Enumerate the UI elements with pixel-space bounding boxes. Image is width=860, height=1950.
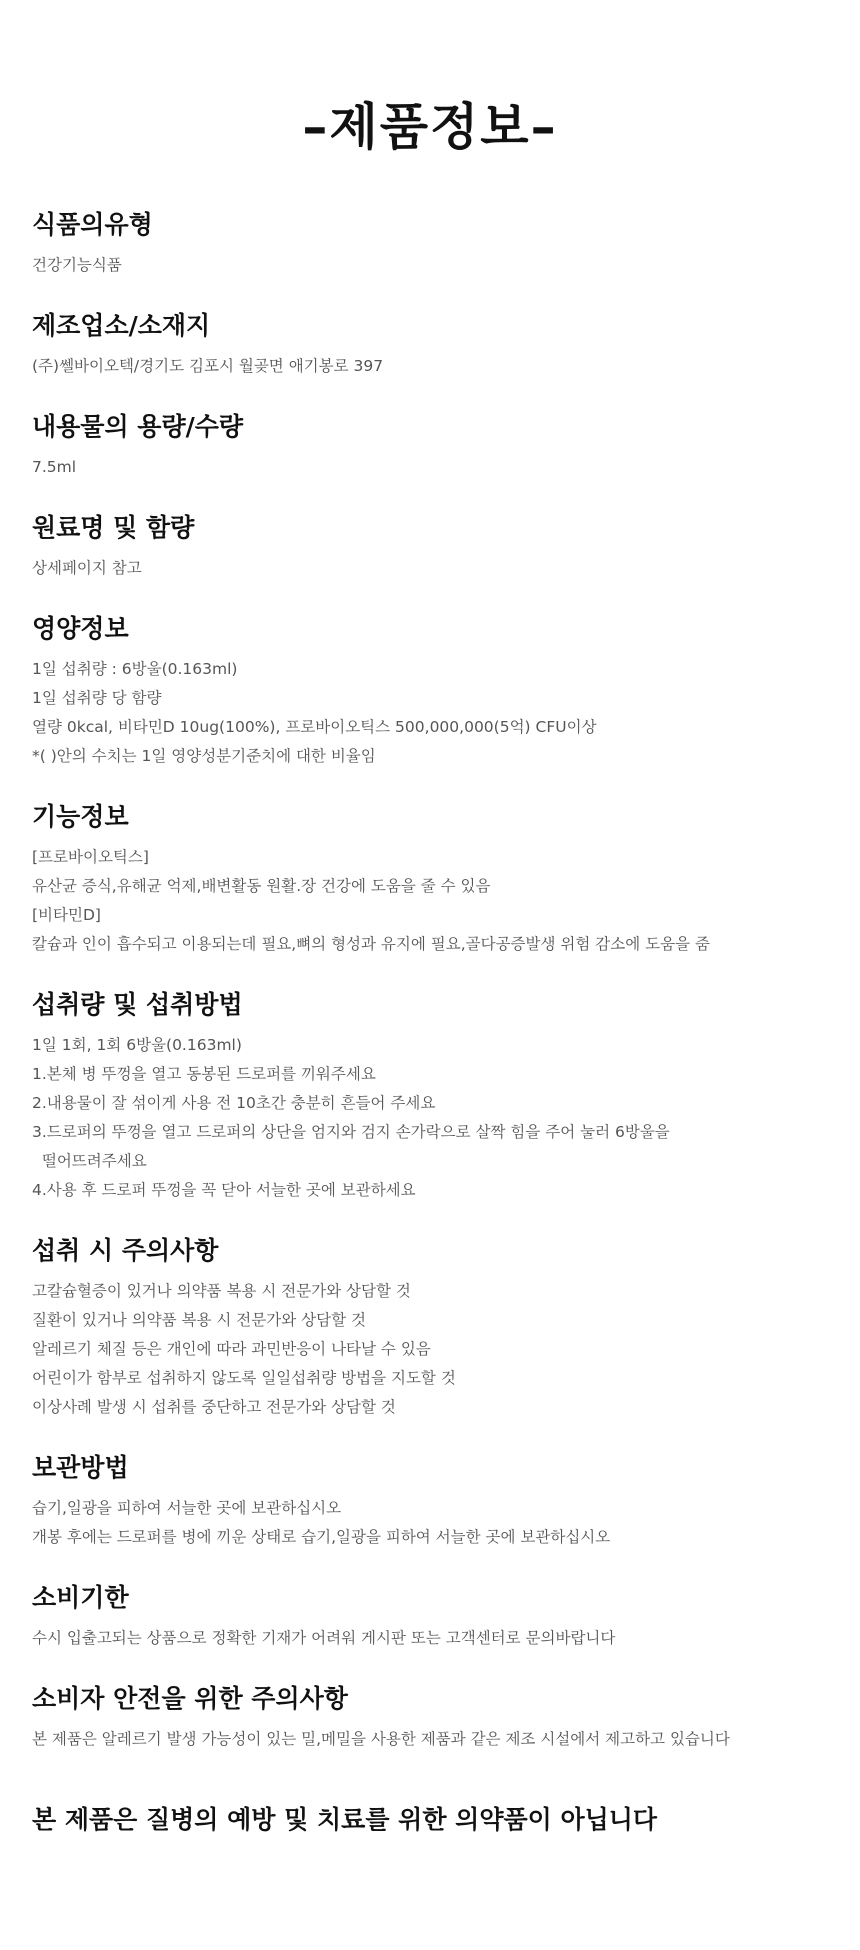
section-body [32,1725,842,1754]
section-line: 본 제품은 알레르기 발생 가능성이 있는 밀,메밀을 사용한 제품과 같은 제조 시설에서 제고하고 있습니다 [32,1730,730,1748]
section-heading: 제조업소/소재지 [32,311,211,340]
section-precautions [32,1234,842,1422]
section-line: 이상사례 발생 시 섭취를 중단하고 전문가와 상담할 것 [32,1398,396,1416]
section-heading: 내용물의 용량/수량 [32,412,244,441]
section-line: 열량 0kcal, 비타민D 10ug(100%), 프로바이오틱스 500,000,000(5억) CFU이상 [32,718,597,736]
section-nutrition [32,612,842,771]
section-body [32,453,842,482]
section-body [32,843,842,959]
section-line: 칼슘과 인이 흡수되고 이용되는데 필요,뼈의 형성과 유지에 필요,골다공증발생 위험 감소에 도움을 줌 [32,935,710,953]
section-body [32,655,842,771]
section-body [32,1031,842,1205]
section-line: 떨어뜨려주세요 [32,1152,147,1170]
section-storage [32,1451,842,1552]
section-volume [32,410,842,482]
section-heading: 섭취 시 주의사항 [32,1236,219,1265]
section-line: 수시 입출고되는 상품으로 정확한 기재가 어려워 게시판 또는 고객센터로 문의바랍니다 [32,1629,616,1647]
section-body [32,554,842,583]
section-heading: 섭취량 및 섭취방법 [32,990,243,1019]
section-line: 고칼슘혈증이 있거나 의약품 복용 시 전문가와 상담할 것 [32,1282,411,1300]
section-body [32,251,842,280]
section-dosage [32,988,842,1205]
section-line: 유산균 증식,유해균 억제,배변활동 원활.장 건강에 도움을 줄 수 있음 [32,877,491,895]
section-consumer-safety [32,1682,842,1754]
section-expiry [32,1581,842,1653]
section-line: [비타민D] [32,906,101,924]
section-line: *( )안의 수치는 1일 영양성분기준치에 대한 비율임 [32,747,376,765]
section-food-type [32,208,842,280]
section-line: 1.본체 병 뚜껑을 열고 동봉된 드로퍼를 끼워주세요 [32,1065,376,1083]
section-line: 질환이 있거나 의약품 복용 시 전문가와 상담할 것 [32,1311,366,1329]
info-sections [32,208,842,1754]
section-line: 2.내용물이 잘 섞이게 사용 전 10초간 충분히 흔들어 주세요 [32,1094,436,1112]
page-title: –제품정보– [302,98,558,156]
section-manufacturer [32,309,842,381]
final-notice: 본 제품은 질병의 예방 및 치료를 위한 의약품이 아닙니다 [32,1805,658,1834]
section-heading: 소비기한 [32,1583,129,1612]
section-line: 습기,일광을 피하여 서늘한 곳에 보관하십시오 [32,1499,342,1517]
section-body [32,1624,842,1653]
section-line: 건강기능식품 [32,256,122,274]
section-line: 어린이가 함부로 섭취하지 않도록 일일섭취량 방법을 지도할 것 [32,1369,456,1387]
section-line: 3.드로퍼의 뚜껑을 열고 드로퍼의 상단을 엄지와 검지 손가락으로 살짝 힘을 주어 눌러 6방울을 [32,1123,670,1141]
section-line: 4.사용 후 드로퍼 뚜껑을 꼭 닫아 서늘한 곳에 보관하세요 [32,1181,416,1199]
section-line: 1일 1회, 1회 6방울(0.163ml) [32,1036,242,1054]
section-line: 알레르기 체질 등은 개인에 따라 과민반응이 나타날 수 있음 [32,1340,431,1358]
section-line: [프로바이오틱스] [32,848,149,866]
section-heading: 영양정보 [32,614,129,643]
section-line: (주)쎌바이오텍/경기도 김포시 월곶면 애기봉로 397 [32,357,384,375]
section-line: 7.5ml [32,458,77,476]
section-heading: 식품의유형 [32,210,153,239]
section-body [32,1277,842,1422]
section-function [32,800,842,959]
section-line: 상세페이지 참고 [32,559,142,577]
section-body [32,352,842,381]
section-line: 1일 섭취량 : 6방울(0.163ml) [32,660,238,678]
section-line: 1일 섭취량 당 함량 [32,689,162,707]
section-heading: 소비자 안전을 위한 주의사항 [32,1684,348,1713]
section-heading: 기능정보 [32,802,129,831]
section-heading: 원료명 및 함량 [32,513,195,542]
section-ingredients [32,511,842,583]
section-body [32,1494,842,1552]
section-heading: 보관방법 [32,1453,129,1482]
section-line: 개봉 후에는 드로퍼를 병에 끼운 상태로 습기,일광을 피하여 서늘한 곳에 보관하십시오 [32,1528,611,1546]
